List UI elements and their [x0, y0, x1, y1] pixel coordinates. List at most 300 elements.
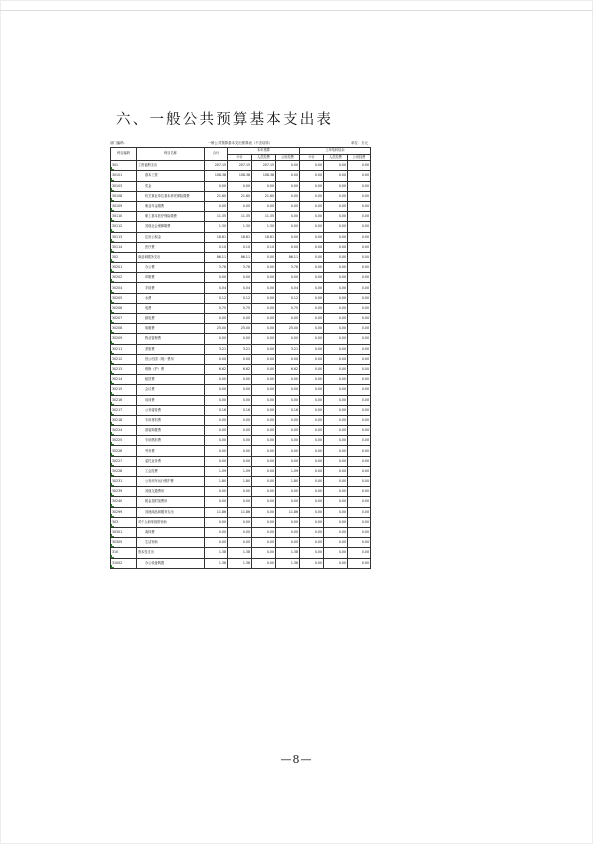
cell-public: 0.00 [276, 222, 300, 232]
cell-carry-public: 0.00 [348, 477, 371, 487]
cell-carry-personnel: 0.00 [324, 303, 348, 313]
cell-carry-subtotal: 0.00 [300, 283, 324, 293]
cell-code: 30240 [111, 497, 137, 507]
cell-name: 基本工资 [137, 171, 205, 181]
cell-name: 商品和服务支出 [137, 252, 205, 262]
cell-carry-public: 0.00 [348, 507, 371, 517]
cell-public: 0.00 [276, 375, 300, 385]
cell-carry-personnel: 0.00 [324, 232, 348, 242]
table-row [111, 436, 371, 446]
cell-subtotal: 86.11 [228, 252, 252, 262]
cell-carry-public: 0.00 [348, 487, 371, 497]
cell-name: 差旅费 [137, 344, 205, 354]
cell-carry-personnel: 0.00 [324, 385, 348, 395]
cell-public: 0.00 [276, 314, 300, 324]
cell-carry-public: 0.00 [348, 293, 371, 303]
cell-carry-personnel: 0.00 [324, 334, 348, 344]
cell-carry-public: 0.00 [348, 426, 371, 436]
cell-personnel: 0.00 [252, 375, 276, 385]
cell-carry-subtotal: 0.00 [300, 212, 324, 222]
cell-name: 邮电费 [137, 314, 205, 324]
cell-carry-public: 0.00 [348, 364, 371, 374]
cell-total: 207.15 [205, 161, 228, 171]
cell-subtotal: 1.38 [228, 548, 252, 558]
cell-name: 手续费 [137, 283, 205, 293]
cell-carry-subtotal: 0.00 [300, 558, 324, 568]
cell-subtotal: 0.00 [228, 395, 252, 405]
cell-name: 租赁费 [137, 375, 205, 385]
cell-public: 1.80 [276, 477, 300, 487]
cell-name: 其他商品和服务支出 [137, 507, 205, 517]
cell-carry-public: 0.00 [348, 456, 371, 466]
cell-public: 0.04 [276, 283, 300, 293]
cell-carry-personnel: 0.00 [324, 517, 348, 527]
cell-carry-subtotal: 0.00 [300, 364, 324, 374]
cell-carry-public: 0.00 [348, 222, 371, 232]
cell-carry-personnel: 0.00 [324, 252, 348, 262]
table-row [111, 314, 371, 324]
cell-carry-personnel: 0.00 [324, 456, 348, 466]
cell-carry-public: 0.00 [348, 538, 371, 548]
table-header [111, 148, 371, 161]
cell-personnel: 0.00 [252, 456, 276, 466]
cell-name: 取暖费 [137, 324, 205, 334]
cell-personnel: 108.38 [252, 171, 276, 181]
cell-carry-public: 0.00 [348, 415, 371, 425]
cell-carry-public: 0.00 [348, 303, 371, 313]
cell-carry-personnel: 0.00 [324, 314, 348, 324]
cell-total: 0.00 [205, 497, 228, 507]
cell-total: 11.35 [205, 212, 228, 222]
cell-code: 30299 [111, 507, 137, 517]
cell-subtotal: 11.86 [228, 507, 252, 517]
cell-subtotal: 0.00 [228, 201, 252, 211]
table-row [111, 375, 371, 385]
cell-name: 培训费 [137, 395, 205, 405]
cell-carry-subtotal: 0.00 [300, 405, 324, 415]
cell-carry-personnel: 0.00 [324, 364, 348, 374]
table-row [111, 191, 371, 201]
table-row [111, 497, 371, 507]
cell-subtotal: 0.04 [228, 283, 252, 293]
cell-total: 6.62 [205, 364, 228, 374]
cell-carry-personnel: 0.00 [324, 161, 348, 171]
table-title: 一般公共预算基本支出预算表（不含结转） [207, 141, 273, 145]
cell-public: 6.62 [276, 364, 300, 374]
cell-subtotal: 0.00 [228, 375, 252, 385]
cell-total: 0.00 [205, 456, 228, 466]
cell-name: 对个人和家庭的补助 [137, 517, 205, 527]
table-row [111, 487, 371, 497]
cell-subtotal: 0.00 [228, 487, 252, 497]
table-row [111, 344, 371, 354]
cell-carry-subtotal: 0.00 [300, 314, 324, 324]
header-total: 合计 [205, 148, 228, 161]
cell-personnel: 0.00 [252, 344, 276, 354]
cell-carry-subtotal: 0.00 [300, 273, 324, 283]
cell-personnel: 0.10 [252, 242, 276, 252]
cell-public: 0.00 [276, 242, 300, 252]
cell-carry-personnel: 0.00 [324, 548, 348, 558]
cell-subtotal: 0.00 [228, 527, 252, 537]
cell-carry-personnel: 0.00 [324, 324, 348, 334]
cell-carry-personnel: 0.00 [324, 497, 348, 507]
cell-carry-subtotal: 0.00 [300, 507, 324, 517]
cell-name: 职业年金缴费 [137, 201, 205, 211]
cell-carry-subtotal: 0.00 [300, 201, 324, 211]
cell-code: 30215 [111, 385, 137, 395]
cell-subtotal: 207.15 [228, 161, 252, 171]
cell-public: 1.09 [276, 466, 300, 476]
cell-subtotal: 0.00 [228, 426, 252, 436]
cell-total: 0.10 [205, 242, 228, 252]
cell-personnel: 0.00 [252, 415, 276, 425]
cell-personnel: 0.00 [252, 517, 276, 527]
cell-subtotal: 1.09 [228, 466, 252, 476]
cell-carry-subtotal: 0.00 [300, 161, 324, 171]
table-row [111, 232, 371, 242]
cell-name: 税金及附加费用 [137, 497, 205, 507]
cell-carry-personnel: 0.00 [324, 283, 348, 293]
cell-name: 公务用车运行维护费 [137, 477, 205, 487]
cell-personnel: 0.00 [252, 487, 276, 497]
cell-total: 1.09 [205, 466, 228, 476]
cell-name: 水费 [137, 293, 205, 303]
cell-name: 资本性支出 [137, 548, 205, 558]
cell-code: 30239 [111, 487, 137, 497]
cell-personnel: 0.00 [252, 507, 276, 517]
cell-name: 维修（护）费 [137, 364, 205, 374]
cell-personnel: 0.00 [252, 466, 276, 476]
cell-carry-personnel: 0.00 [324, 191, 348, 201]
cell-carry-subtotal: 0.00 [300, 334, 324, 344]
cell-subtotal: 0.00 [228, 436, 252, 446]
header-subtotal: 小计 [300, 154, 324, 161]
cell-carry-personnel: 0.00 [324, 222, 348, 232]
cell-carry-public: 0.00 [348, 283, 371, 293]
cell-subtotal: 0.00 [228, 334, 252, 344]
cell-subtotal: 0.00 [228, 456, 252, 466]
cell-personnel: 0.00 [252, 283, 276, 293]
cell-code: 30209 [111, 334, 137, 344]
table-row [111, 161, 371, 171]
cell-total: 1.80 [205, 477, 228, 487]
budget-table [110, 147, 371, 569]
cell-public: 1.38 [276, 548, 300, 558]
cell-carry-personnel: 0.00 [324, 375, 348, 385]
cell-carry-subtotal: 0.00 [300, 252, 324, 262]
table-row [111, 222, 371, 232]
cell-carry-personnel: 0.00 [324, 466, 348, 476]
cell-carry-public: 0.00 [348, 527, 371, 537]
cell-subtotal: 0.12 [228, 293, 252, 303]
cell-name: 公务接待费 [137, 405, 205, 415]
cell-public: 3.21 [276, 344, 300, 354]
header-group-carryover: 上年结转结余 [300, 148, 371, 155]
table-row [111, 446, 371, 456]
cell-code: 30218 [111, 415, 137, 425]
cell-public: 0.00 [276, 181, 300, 191]
table-row [111, 395, 371, 405]
cell-personnel: 0.00 [252, 314, 276, 324]
table-row [111, 517, 371, 527]
cell-total: 0.00 [205, 446, 228, 456]
header-subtotal: 小计 [228, 154, 252, 161]
cell-subtotal: 0.10 [228, 242, 252, 252]
cell-code: 30225 [111, 436, 137, 446]
cell-personnel: 18.81 [252, 232, 276, 242]
cell-code: 30112 [111, 222, 137, 232]
cell-total: 0.12 [205, 293, 228, 303]
cell-name: 医疗费 [137, 242, 205, 252]
cell-public: 0.00 [276, 232, 300, 242]
cell-public: 0.00 [276, 354, 300, 364]
cell-carry-subtotal: 0.00 [300, 222, 324, 232]
cell-name: 被装购置费 [137, 426, 205, 436]
table-row [111, 456, 371, 466]
cell-carry-subtotal: 0.00 [300, 171, 324, 181]
cell-name: 专用材料费 [137, 415, 205, 425]
cell-public: 0.00 [276, 171, 300, 181]
cell-subtotal: 0.00 [228, 273, 252, 283]
cell-code: 30213 [111, 364, 137, 374]
cell-total: 0.00 [205, 201, 228, 211]
cell-name: 住房公积金 [137, 232, 205, 242]
cell-carry-personnel: 0.00 [324, 426, 348, 436]
cell-code: 30211 [111, 344, 137, 354]
table-row [111, 273, 371, 283]
cell-carry-personnel: 0.00 [324, 201, 348, 211]
cell-subtotal: 1.38 [228, 558, 252, 568]
cell-carry-public: 0.00 [348, 263, 371, 273]
cell-public: 0.00 [276, 415, 300, 425]
cell-carry-public: 0.00 [348, 558, 371, 568]
cell-subtotal: 0.00 [228, 415, 252, 425]
cell-personnel: 0.00 [252, 527, 276, 537]
cell-subtotal: 21.60 [228, 191, 252, 201]
cell-personnel: 0.00 [252, 293, 276, 303]
cell-code: 30207 [111, 314, 137, 324]
cell-public: 0.00 [276, 395, 300, 405]
cell-carry-public: 0.00 [348, 232, 371, 242]
cell-carry-personnel: 0.00 [324, 415, 348, 425]
cell-name: 会议费 [137, 385, 205, 395]
cell-subtotal: 11.35 [228, 212, 252, 222]
cell-code: 30201 [111, 263, 137, 273]
cell-personnel: 0.00 [252, 252, 276, 262]
cell-personnel: 0.00 [252, 181, 276, 191]
cell-total: 0.00 [205, 181, 228, 191]
table-unit-right: 单位：万元 [351, 141, 368, 145]
cell-subtotal: 1.30 [228, 222, 252, 232]
cell-carry-public: 0.00 [348, 548, 371, 558]
cell-carry-personnel: 0.00 [324, 293, 348, 303]
cell-personnel: 0.00 [252, 263, 276, 273]
cell-carry-subtotal: 0.00 [300, 293, 324, 303]
table-row [111, 252, 371, 262]
table-row [111, 385, 371, 395]
cell-carry-subtotal: 0.00 [300, 303, 324, 313]
cell-carry-public: 0.00 [348, 405, 371, 415]
cell-personnel: 0.00 [252, 548, 276, 558]
cell-subtotal: 1.80 [228, 477, 252, 487]
table-row [111, 242, 371, 252]
cell-public: 0.00 [276, 517, 300, 527]
cell-name: 生活补助 [137, 538, 205, 548]
cell-name: 电费 [137, 303, 205, 313]
table-row [111, 477, 371, 487]
cell-public: 0.00 [276, 497, 300, 507]
cell-carry-subtotal: 0.00 [300, 487, 324, 497]
cell-carry-personnel: 0.00 [324, 181, 348, 191]
cell-code: 30204 [111, 283, 137, 293]
cell-personnel: 0.00 [252, 201, 276, 211]
cell-total: 0.00 [205, 334, 228, 344]
cell-total: 0.75 [205, 303, 228, 313]
cell-carry-public: 0.00 [348, 446, 371, 456]
cell-total: 3.78 [205, 263, 228, 273]
cell-carry-personnel: 0.00 [324, 395, 348, 405]
cell-subtotal: 25.00 [228, 324, 252, 334]
header-code: 科目编码 [111, 148, 137, 161]
cell-total: 0.00 [205, 487, 228, 497]
cell-personnel: 0.00 [252, 273, 276, 283]
cell-code: 310 [111, 548, 137, 558]
cell-name: 委托业务费 [137, 456, 205, 466]
table-row [111, 466, 371, 476]
table-row [111, 181, 371, 191]
cell-personnel: 0.00 [252, 477, 276, 487]
cell-public: 0.00 [276, 456, 300, 466]
cell-personnel: 0.00 [252, 405, 276, 415]
cell-subtotal: 0.00 [228, 314, 252, 324]
cell-carry-subtotal: 0.00 [300, 181, 324, 191]
table-body [111, 161, 371, 569]
header-name: 科目名称 [137, 148, 205, 161]
cell-name: 其他社会保障缴费 [137, 222, 205, 232]
header-public: 公用经费 [276, 154, 300, 161]
cell-personnel: 0.00 [252, 446, 276, 456]
table-row [111, 527, 371, 537]
cell-code: 30301 [111, 527, 137, 537]
cell-public: 0.00 [276, 527, 300, 537]
header-personnel: 人员经费 [324, 154, 348, 161]
cell-carry-personnel: 0.00 [324, 446, 348, 456]
cell-name: 奖金 [137, 181, 205, 191]
cell-total: 0.00 [205, 375, 228, 385]
cell-total: 0.00 [205, 395, 228, 405]
cell-carry-public: 0.00 [348, 273, 371, 283]
cell-public: 0.00 [276, 212, 300, 222]
table-caption [110, 140, 370, 147]
cell-public: 86.11 [276, 252, 300, 262]
cell-total: 0.00 [205, 273, 228, 283]
cell-code: 30231 [111, 477, 137, 487]
cell-public: 0.75 [276, 303, 300, 313]
cell-carry-personnel: 0.00 [324, 242, 348, 252]
table-row [111, 548, 371, 558]
table-row [111, 415, 371, 425]
table-row [111, 405, 371, 415]
cell-name: 职工基本医疗保险缴费 [137, 212, 205, 222]
cell-name: 机关事业单位基本养老保险缴费 [137, 191, 205, 201]
cell-carry-public: 0.00 [348, 497, 371, 507]
cell-name: 工资福利支出 [137, 161, 205, 171]
cell-total: 86.11 [205, 252, 228, 262]
cell-carry-public: 0.00 [348, 171, 371, 181]
cell-carry-subtotal: 0.00 [300, 446, 324, 456]
cell-carry-subtotal: 0.00 [300, 538, 324, 548]
table-row [111, 538, 371, 548]
cell-personnel: 0.00 [252, 558, 276, 568]
cell-code: 30110 [111, 212, 137, 222]
cell-carry-subtotal: 0.00 [300, 191, 324, 201]
cell-personnel: 0.00 [252, 324, 276, 334]
cell-total: 0.00 [205, 426, 228, 436]
cell-carry-subtotal: 0.00 [300, 517, 324, 527]
cell-code: 30212 [111, 354, 137, 364]
cell-code: 30108 [111, 191, 137, 201]
cell-name: 办公设备购置 [137, 558, 205, 568]
cell-personnel: 0.00 [252, 436, 276, 446]
cell-name: 印刷费 [137, 273, 205, 283]
cell-carry-subtotal: 0.00 [300, 497, 324, 507]
cell-carry-subtotal: 0.00 [300, 436, 324, 446]
cell-name: 物业管理费 [137, 334, 205, 344]
cell-subtotal: 0.75 [228, 303, 252, 313]
cell-code: 30217 [111, 405, 137, 415]
cell-name: 其他交通费用 [137, 487, 205, 497]
header-group-current: 本年预算 [228, 148, 300, 155]
table-row [111, 354, 371, 364]
cell-carry-personnel: 0.00 [324, 344, 348, 354]
cell-total: 3.21 [205, 344, 228, 354]
cell-public: 0.12 [276, 293, 300, 303]
table-row [111, 293, 371, 303]
table-row [111, 171, 371, 181]
cell-carry-subtotal: 0.00 [300, 375, 324, 385]
cell-public: 1.38 [276, 558, 300, 568]
table-row [111, 426, 371, 436]
cell-subtotal: 0.00 [228, 181, 252, 191]
table-row [111, 303, 371, 313]
cell-subtotal: 108.38 [228, 171, 252, 181]
cell-carry-public: 0.00 [348, 517, 371, 527]
cell-carry-subtotal: 0.00 [300, 324, 324, 334]
cell-subtotal: 0.00 [228, 385, 252, 395]
cell-carry-personnel: 0.00 [324, 171, 348, 181]
cell-total: 108.38 [205, 171, 228, 181]
cell-personnel: 21.60 [252, 191, 276, 201]
cell-carry-public: 0.00 [348, 344, 371, 354]
cell-public: 25.00 [276, 324, 300, 334]
cell-subtotal: 18.81 [228, 232, 252, 242]
cell-code: 30202 [111, 273, 137, 283]
cell-total: 0.00 [205, 538, 228, 548]
cell-carry-subtotal: 0.00 [300, 395, 324, 405]
cell-carry-public: 0.00 [348, 252, 371, 262]
table-row [111, 507, 371, 517]
cell-public: 0.00 [276, 446, 300, 456]
cell-name: 专用燃料费 [137, 436, 205, 446]
cell-code: 303 [111, 517, 137, 527]
cell-carry-public: 0.00 [348, 212, 371, 222]
cell-code: 30205 [111, 293, 137, 303]
cell-total: 0.00 [205, 415, 228, 425]
table-row [111, 558, 371, 568]
cell-carry-personnel: 0.00 [324, 477, 348, 487]
cell-carry-subtotal: 0.00 [300, 466, 324, 476]
